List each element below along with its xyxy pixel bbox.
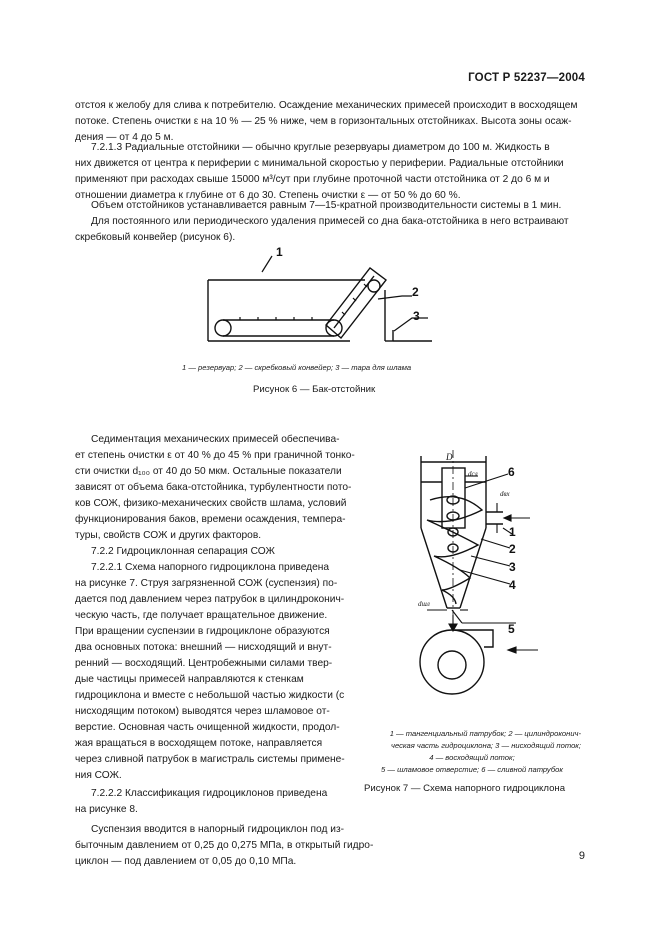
text-line: жая вращаться в восходящем потоке, направляется (75, 738, 323, 749)
text-line: верстие. Основная часть очищенной жидкости, продол- (75, 722, 340, 733)
text-line: ческую часть, где получает вращательное движение. (75, 610, 328, 621)
caption-line: ческая часть гидроциклона; 3 — нисходящий поток; (391, 741, 581, 750)
text-line: 7.2.2.1 Схема напорного гидроциклона приведена (91, 562, 330, 573)
text-line: отношении диаметра к глубине от 6 до 30. Степень очистки ε — от 50 % до 60 %. (75, 190, 461, 201)
text-line: функционирования баков, времени осаждения, темпера- (75, 514, 346, 525)
figure-6-label-3: 3 (413, 309, 420, 323)
figure-7-label-5: 5 (508, 622, 515, 636)
text-line: применяют при расходах свыше 15000 м³/сут при глубине проточной части отстойника от 2 до 6 м и (75, 174, 550, 185)
text-line: Объем отстойников устанавливается равным 7—15-кратной производительности системы в 1 мин. (91, 200, 562, 211)
figure-6-label-1: 1 (276, 245, 283, 259)
text-line: циклон — под давлением от 0,05 до 0,10 МПа. (75, 856, 297, 867)
dim-label-d-overflow: dсл (468, 470, 478, 478)
caption-line: 4 — восходящий поток; (429, 753, 515, 762)
text-line: нисходящим потоком) выводятся через шламовое от- (75, 706, 330, 717)
text-line: два основных потока: внешний — нисходящий и внут- (75, 642, 332, 653)
figure-6-title: Рисунок 6 — Бак-отстойник (253, 384, 376, 395)
text-line: ренний — восходящий. Центробежными силами твер- (75, 658, 333, 669)
figure-7-title: Рисунок 7 — Схема напорного гидроциклона (364, 783, 566, 794)
cone-left (421, 528, 447, 608)
text-line: быточным давлением от 0,25 до 0,275 МПа, в открытый гидро- (75, 840, 374, 851)
text-line: Суспензия вводится в напорный гидроциклон под из- (91, 824, 345, 835)
text-line: 7.2.2 Гидроциклонная сепарация СОЖ (91, 546, 275, 557)
figure-7-caption (363, 728, 581, 776)
text-line: скребковый конвейер (рисунок 6). (75, 232, 236, 243)
caption-line: 5 — шламовое отверстие; 6 — сливной патрубок (381, 765, 563, 774)
text-line: них движется от центра к периферии с минимальной скоростью у периферии. Радиальные отстойники (75, 158, 564, 169)
top-view-inner (438, 651, 466, 679)
text-line: Седиментация механических примесей обеспечива- (91, 434, 340, 445)
text-line: туры, свойств СОЖ и других факторов. (75, 530, 262, 541)
text-line: сти очистки d₁₀₀ от 40 до 50 мкм. Остальные показатели (75, 466, 342, 477)
dim-label-D: D (446, 452, 453, 462)
text-line: потоке. Степень очистки ε на 10 % — 25 % ниже, чем в горизонтальных отстойниках. Высота зоны осаж- (75, 116, 572, 127)
page-number: 9 (578, 850, 585, 862)
text-line: ков СОЖ, физико-механических свойств шлама, условий (75, 498, 347, 509)
text-line: через сливной патрубок в магистраль системы примене- (75, 754, 345, 765)
text-line: дые частицы примесей направляются к стенкам (75, 674, 304, 685)
dim-label-d-sludge: dшл (418, 600, 430, 608)
cone-right (460, 528, 486, 608)
figure-7-label-1: 1 (509, 525, 516, 539)
figure-6-caption: 1 — резервуар; 2 — скребковый конвейер; 3 — тара для шлама (182, 363, 412, 372)
figure-7-label-3: 3 (509, 560, 516, 574)
text-line: 7.2.2.2 Классификация гидроциклонов приведена (91, 788, 328, 799)
figure-7-label-6: 6 (508, 465, 515, 479)
text-line: 7.2.1.3 Радиальные отстойники — обычно круглые резервуары диаметром до 100 м. Жидкость в (91, 142, 550, 153)
text-line: гидроциклона и вместе с небольшой частью жидкости (с (75, 690, 345, 701)
text-line: дения — от 4 до 5 м. (75, 132, 174, 143)
text-line: зависят от объема бака-отстойника, турбулентности пото- (75, 482, 352, 493)
text-line: дается под давлением через патрубок в цилиндроконич- (75, 594, 345, 605)
figure-7-label-2: 2 (509, 542, 516, 556)
text-line: ет степень очистки ε от 40 % до 45 % при граничной тонко- (75, 450, 355, 461)
text-line: на рисунке 8. (75, 804, 138, 815)
text-line: При вращении суспензии в гидроциклоне образуются (75, 626, 330, 637)
document-header: ГОСТ Р 52237—2004 (468, 72, 585, 84)
text-line: Для постоянного или периодического удаления примесей со дна бака-отстойника в него встраивают (91, 216, 569, 227)
top-view-outer (420, 630, 484, 694)
figure-7-label-4: 4 (509, 578, 516, 592)
caption-line: 1 — тангенциальный патрубок; 2 — цилиндроконич- (389, 729, 581, 738)
dim-label-d-inlet: dвх (500, 490, 510, 498)
text-line: ния СОЖ. (75, 770, 122, 781)
text-line: на рисунке 7. Струя загрязненной СОЖ (суспензия) по- (75, 578, 338, 589)
text-line: отстоя к желобу для слива к потребителю. Осаждение механических примесей происходит в восходящем (75, 100, 578, 111)
figure-6-label-2: 2 (412, 285, 419, 299)
